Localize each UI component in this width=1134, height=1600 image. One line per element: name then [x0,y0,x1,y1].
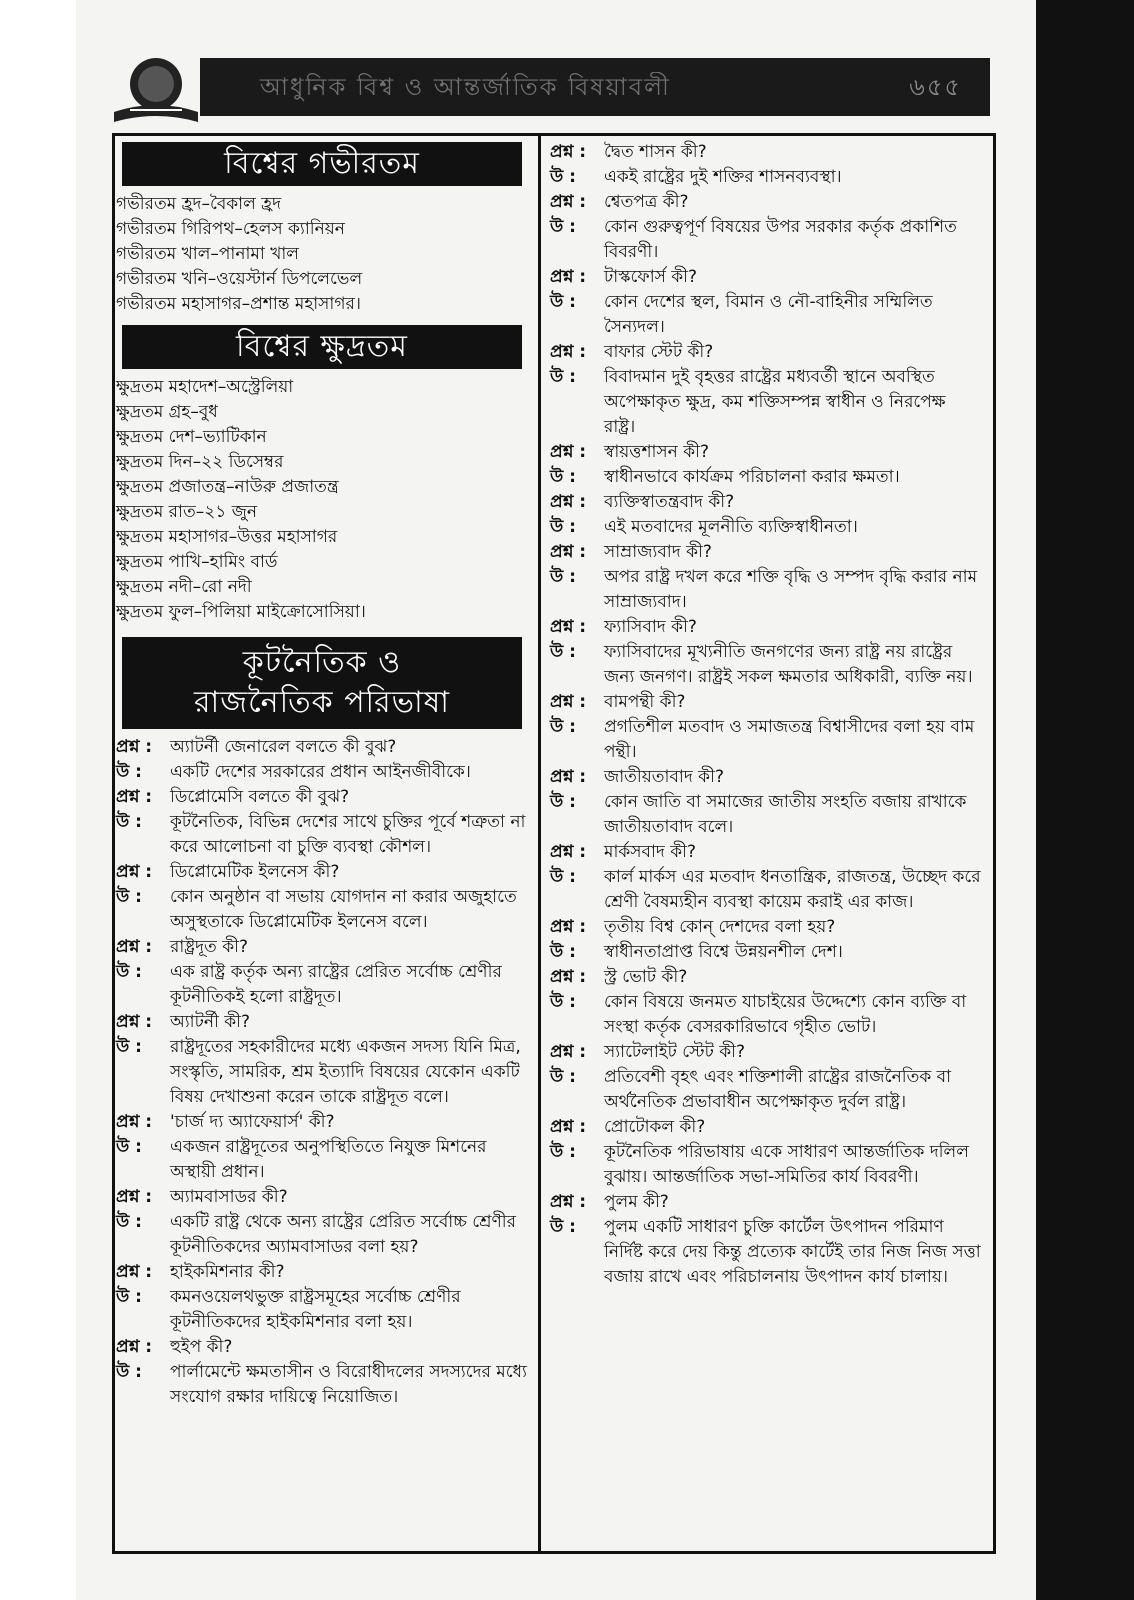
qa-row [550,565,982,615]
book-emblem-icon [110,50,202,126]
qa-text: সাম্রাজ্যবাদ কী? [604,542,712,562]
qa-row [550,365,982,440]
list-item: গভীরতম খাল–পানামা খাল [116,244,299,264]
qa-label: উ : [550,1217,576,1237]
qa-label: উ : [116,812,142,832]
qa-text: একই রাষ্ট্রের দুই শক্তির শাসনব্যবস্থা। [604,167,842,187]
header-banner [200,58,990,116]
qa-row [550,790,982,840]
qa-text: এক রাষ্ট্র কর্তৃক অন্য রাষ্ট্রের প্রেরিত সর্বোচ্চ শ্রেণীর কূটনীতিকই হলো রাষ্ট্রদূত। [170,962,502,1007]
qa-row [550,540,982,565]
qa-row [116,1260,528,1285]
list-item: ক্ষুদ্রতম পাখি–হামিং বার্ড [116,552,278,572]
qa-label: প্রশ্ন : [550,917,587,937]
qa-row [550,765,982,790]
book-spine [0,0,79,1600]
page-number: ৬৫৫ [909,73,962,101]
qa-text: ডিপ্লোমেসি বলতে কী বুঝ? [170,787,350,807]
qa-row [116,1285,528,1335]
qa-label: উ : [550,292,576,312]
qa-label: উ : [550,367,576,387]
diplomatic-qa-list [116,735,528,1410]
qa-text: প্রগতিশীল মতবাদ ও সমাজতন্ত্র বিশ্বাসীদের বলা হয় বাম পন্থী। [604,717,975,762]
qa-row [550,515,982,540]
list-item: ক্ষুদ্রতম নদী–রো নদী [116,577,252,597]
qa-row [116,885,528,935]
qa-label: প্রশ্ন : [116,862,153,882]
qa-row [550,140,982,165]
qa-text: বাফার স্টেট কী? [604,342,714,362]
qa-text: কোন বিষয়ে জনমত যাচাইয়ের উদ্দেশ্যে কোন ব্যক্তি বা সংস্থা কর্তৃক বেসরকারিভাবে গৃহীত ভোট। [604,992,967,1037]
qa-text: ফ্যাসিবাদের মূখ্যনীতি জনগণের জন্য রাষ্ট্র নয় রাষ্ট্রের জন্য জনগণ। রাষ্ট্রই সকল ক্ষমতার অধিকারী, ব্যক্তি নয়। [604,642,973,687]
qa-label: প্রশ্ন : [550,1042,587,1062]
qa-text: বামপন্থী কী? [604,692,686,712]
qa-row [550,490,982,515]
qa-row [550,165,982,190]
qa-row [116,760,528,785]
qa-row [550,1190,982,1215]
qa-row [116,1210,528,1260]
qa-label: প্রশ্ন : [116,1012,153,1032]
qa-text: শ্বেতপত্র কী? [604,192,689,212]
list-item: ক্ষুদ্রতম রাত–২১ জুন [116,502,258,522]
qa-text: কোন গুরুত্বপূর্ণ বিষয়ের উপর সরকার কর্তৃক প্রকাশিত বিবরণী। [604,217,957,262]
page-edge-shadow [1036,0,1134,1600]
section-title-line: রাজনৈতিক পরিভাষা [194,685,450,720]
qa-label: উ : [116,1362,142,1382]
qa-text: তৃতীয় বিশ্ব কোন্‌ দেশদের বলা হয়? [604,917,836,937]
qa-text: হাইকমিশনার কী? [170,1262,285,1282]
left-column [116,138,528,1410]
qa-row [116,735,528,760]
qa-label: উ : [550,717,576,737]
list-item: ক্ষুদ্রতম মহাদেশ–অস্ট্রেলিয়া [116,377,294,397]
qa-row [550,1040,982,1065]
list-item: ক্ষুদ্রতম প্রজাতন্ত্র–নাউরু প্রজাতন্ত্র [116,477,339,497]
qa-text: কূটনৈতিক পরিভাষায় একে সাধারণ আন্তর্জাতিক দলিল বুঝায়। আন্তর্জাতিক সভা-সমিতির কার্য বিবরণী। [604,1142,969,1187]
qa-text: রাষ্ট্রদূত কী? [170,937,248,957]
qa-row [116,1335,528,1360]
qa-label: প্রশ্ন : [116,1112,153,1132]
qa-row [550,265,982,290]
list-item: গভীরতম গিরিপথ–হেলস ক্যানিয়ন [116,219,345,239]
qa-text: কোন অনুষ্ঠান বা সভায় যোগদান না করার অজুহাতে অসুস্থতাকে ডিপ্লোমেটিক ইলনেস বলে। [170,887,517,932]
qa-label: প্রশ্ন : [116,1337,153,1357]
qa-text: মার্কসবাদ কী? [604,842,696,862]
qa-label: প্রশ্ন : [116,1262,153,1282]
qa-text: পার্লামেন্টে ক্ষমতাসীন ও বিরোধীদলের সদস্যদের মধ্যে সংযোগ রক্ষার দায়িত্বে নিয়োজিত। [170,1362,527,1407]
qa-text: রাষ্ট্রদূতের সহকারীদের মধ্যে একজন সদস্য যিনি মিত্র, সংস্কৃতি, সামরিক, শ্রম ইত্যাদি বিষয়ের যেকোন একটি বিষয় দেখাশুনা করেন তাকে রাষ্ট্রদূত বলে। [170,1037,521,1107]
section-title-deepest: বিশ্বের গভীরতম [122,142,522,186]
qa-text: ব্যক্তিস্বাতন্ত্রবাদ কী? [604,492,735,512]
qa-text: স্যাটেলাইট স্টেট কী? [604,1042,746,1062]
qa-text: অ্যাটর্নী জেনারেল বলতে কী বুঝ? [170,737,397,757]
qa-text: একটি রাষ্ট্র থেকে অন্য রাষ্ট্রের প্রেরিত সর্বোচ্চ শ্রেণীর কূটনীতিকদের অ্যামবাসাডর বলা হয়? [170,1212,517,1257]
qa-label: উ : [550,567,576,587]
qa-row [116,1135,528,1185]
qa-label: উ : [116,1212,142,1232]
qa-row [116,785,528,810]
qa-text: একটি দেশের সরকারের প্রধান আইনজীবীকে। [170,762,471,782]
qa-label: প্রশ্ন : [550,1192,587,1212]
qa-label: প্রশ্ন : [550,342,587,362]
qa-text: 'চার্জ দ্য অ্যাফেয়ার্স' কী? [170,1112,335,1132]
qa-text: কোন দেশের স্থল, বিমান ও নৌ-বাহিনীর সম্মিলিত সৈন্যদল। [604,292,933,337]
qa-label: উ : [550,517,576,537]
qa-label: উ : [550,217,576,237]
qa-text: প্রতিবেশী বৃহৎ এবং শক্তিশালী রাষ্ট্রের রাজনৈতিক বা অর্থনৈতিক প্রভাবাধীন অপেক্ষাকৃত দুর্বল রাষ্ট্র। [604,1067,952,1112]
qa-label: প্রশ্ন : [550,142,587,162]
qa-row [550,465,982,490]
qa-label: উ : [550,467,576,487]
qa-label: প্রশ্ন : [550,442,587,462]
list-item: গভীরতম খনি–ওয়েস্টার্ন ডিপলেভেল [116,269,363,289]
qa-text: একজন রাষ্ট্রদূতের অনুপস্থিতিতে নিযুক্ত মিশনের অস্থায়ী প্রধান। [170,1137,487,1182]
qa-row [550,615,982,640]
qa-text: প্রোটোকল কী? [604,1117,706,1137]
section-title-line: কূটনৈতিক ও [242,645,402,680]
qa-label: প্রশ্ন : [550,1117,587,1137]
qa-row [550,215,982,265]
column-divider [538,133,541,1551]
qa-row [116,1010,528,1035]
qa-label: উ : [550,867,576,887]
qa-label: উ : [550,992,576,1012]
qa-row [550,965,982,990]
qa-label: প্রশ্ন : [550,842,587,862]
qa-row [550,990,982,1040]
qa-row [550,340,982,365]
qa-text: পুলম কী? [604,1192,669,1212]
qa-text: অপর রাষ্ট্র দখল করে শক্তি বৃদ্ধি ও সম্পদ বৃদ্ধি করার নাম সাম্রাজ্যবাদ। [604,567,978,612]
list-item: ক্ষুদ্রতম দেশ–ভ্যাটিকান [116,427,267,447]
list-item: ক্ষুদ্রতম মহাসাগর–উত্তর মহাসাগর [116,527,338,547]
qa-label: উ : [116,1037,142,1057]
qa-label: উ : [550,942,576,962]
qa-text: এই মতবাদের মূলনীতি ব্যক্তিস্বাধীনতা। [604,517,858,537]
list-item: ক্ষুদ্রতম গ্রহ–বুধ [116,402,218,422]
qa-label: প্রশ্ন : [116,937,153,957]
qa-row [116,1360,528,1410]
qa-text: স্বায়ত্তশাসন কী? [604,442,709,462]
qa-text: অ্যাটর্নী কী? [170,1012,251,1032]
qa-row [550,1140,982,1190]
right-column [550,140,982,1290]
qa-label: প্রশ্ন : [550,692,587,712]
qa-label: উ : [550,792,576,812]
qa-text: বিবাদমান দুই বৃহত্তর রাষ্ট্রের মধ্যবর্তী স্থানে অবস্থিত অপেক্ষাকৃত ক্ষুদ্র, কম শক্তিসম্পন্ন স্বাধীন ও নিরপেক্ষ রাষ্ট্র। [604,367,946,437]
qa-label: উ : [116,1137,142,1157]
deepest-list [116,192,528,317]
qa-row [550,190,982,215]
qa-label: প্রশ্ন : [550,767,587,787]
qa-label: প্রশ্ন : [550,492,587,512]
qa-row [550,840,982,865]
qa-text: স্ট্র ভোট কী? [604,967,688,987]
qa-row [116,860,528,885]
qa-label: প্রশ্ন : [550,967,587,987]
qa-row [550,940,982,965]
qa-text: টাস্কফোর্স কী? [604,267,698,287]
qa-label: উ : [116,887,142,907]
list-item: গভীরতম হ্রদ–বৈকাল হ্রদ [116,194,282,214]
qa-row [550,440,982,465]
qa-row [550,1215,982,1290]
header-title: আধুনিক বিশ্ব ও আন্তর্জাতিক বিষয়াবলী [260,73,671,101]
qa-row [550,715,982,765]
section-title-smallest: বিশ্বের ক্ষুদ্রতম [122,325,522,369]
qa-text: পুলম একটি সাধারণ চুক্তি কার্টেল উৎপাদন পরিমাণ নির্দিষ্ট করে দেয় কিন্তু প্রত্যেক কার্টেই তার নিজ নিজ সত্তা বজায় রাখে এবং পরিচালনায় উৎপাদন কার্য চালায়। [604,1217,981,1287]
qa-row [116,935,528,960]
qa-text: ফ্যাসিবাদ কী? [604,617,697,637]
qa-text: দ্বৈত শাসন কী? [604,142,707,162]
qa-label: উ : [550,167,576,187]
page-header [110,50,990,128]
qa-label: প্রশ্ন : [550,267,587,287]
qa-label: প্রশ্ন : [116,787,153,807]
qa-row [116,960,528,1010]
qa-label: উ : [550,1142,576,1162]
qa-text: কার্ল মার্কস এর মতবাদ ধনতান্ত্রিক, রাজতন্ত্র, উচ্ছেদ করে শ্রেণী বৈষম্যহীন ব্যবস্থা কায়েম করাই এর কাজ। [604,867,981,912]
qa-text: স্বাধীনভাবে কার্যক্রম পরিচালনা করার ক্ষমতা। [604,467,900,487]
smallest-list [116,375,528,625]
qa-label: উ : [116,762,142,782]
list-item: ক্ষুদ্রতম ফুল–পিলিয়া মাইক্রোসোসিয়া। [116,602,366,622]
qa-label: প্রশ্ন : [550,192,587,212]
qa-row [116,1110,528,1135]
qa-text: ডিপ্লোমেটিক ইলনেস কী? [170,862,340,882]
qa-label: প্রশ্ন : [550,617,587,637]
qa-row [116,810,528,860]
qa-label: প্রশ্ন : [550,542,587,562]
qa-row [550,865,982,915]
qa-text: হুইপ কী? [170,1337,233,1357]
qa-label: উ : [116,1287,142,1307]
list-item: ক্ষুদ্রতম দিন–২২ ডিসেম্বর [116,452,284,472]
qa-label: প্রশ্ন : [116,1187,153,1207]
list-item: গভীরতম মহাসাগর–প্রশান্ত মহাসাগর। [116,294,361,314]
qa-text: জাতীয়তাবাদ কী? [604,767,724,787]
qa-row [116,1035,528,1110]
qa-row [550,1115,982,1140]
qa-row [550,1065,982,1115]
qa-label: উ : [550,1067,576,1087]
section-title-diplomatic [122,637,522,729]
qa-row [550,915,982,940]
qa-label: উ : [116,962,142,982]
qa-text: স্বাধীনতাপ্রাপ্ত বিশ্বে উন্নয়নশীল দেশ। [604,942,843,962]
qa-label: উ : [550,642,576,662]
qa-text: কোন জাতি বা সমাজের জাতীয় সংহতি বজায় রাখাকে জাতীয়তাবাদ বলে। [604,792,967,837]
qa-row [550,690,982,715]
qa-row [550,290,982,340]
qa-label: প্রশ্ন : [116,737,153,757]
qa-text: কূটনৈতিক, বিভিন্ন দেশের সাথে চুক্তির পূর্বে শত্রুতা না করে আলোচনা বা চুক্তি ব্যবস্থা কৌশল। [170,812,526,857]
qa-text: কমনওয়েলথভুক্ত রাষ্ট্রসমূহের সর্বোচ্চ শ্রেণীর কূটনীতিকদের হাইকমিশনার বলা হয়। [170,1287,461,1332]
qa-text: অ্যামবাসাডর কী? [170,1187,288,1207]
qa-row [550,640,982,690]
qa-row [116,1185,528,1210]
